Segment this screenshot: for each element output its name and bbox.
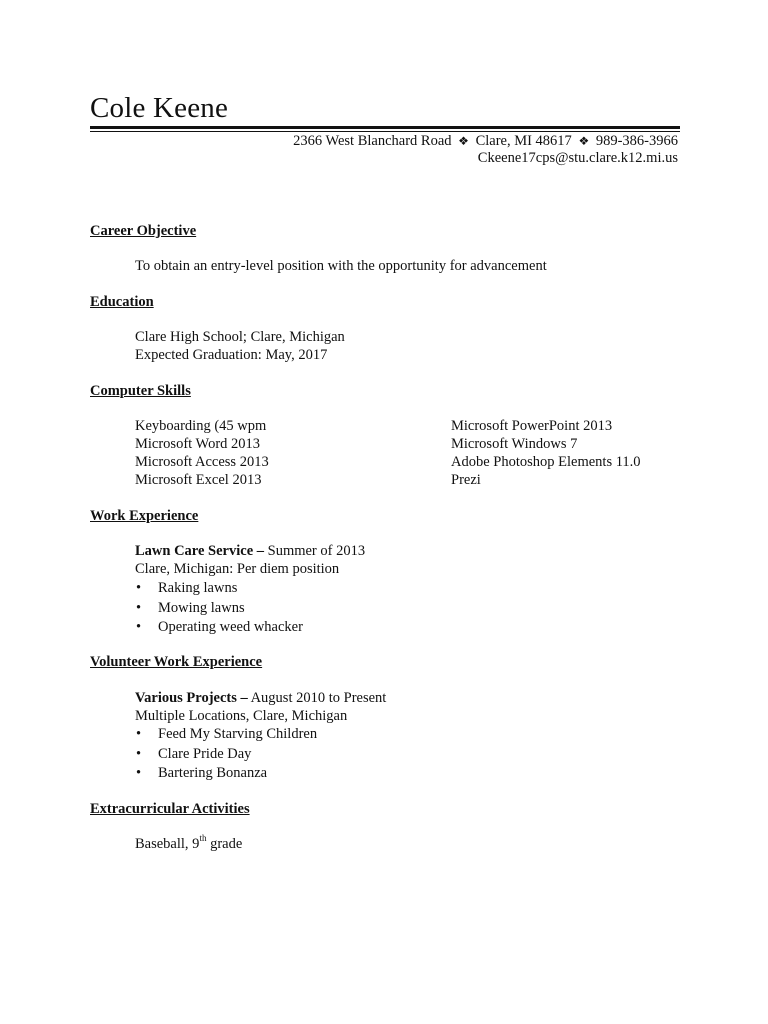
skill-item: Microsoft Access 2013: [135, 454, 269, 470]
job-period: Summer of 2013: [264, 543, 366, 559]
grade-suffix: grade: [206, 836, 243, 852]
contact-line-1: [293, 133, 678, 150]
career-objective-text: To obtain an entry-level position with the opportunity for advancement: [135, 258, 547, 274]
address: 2366 West Blanchard Road: [293, 133, 452, 149]
duty-text: Raking lawns: [158, 580, 238, 596]
bullet-icon: •: [136, 599, 142, 616]
section-heading-computer-skills: Computer Skills: [90, 383, 191, 399]
volunteer-item-text: Clare Pride Day: [158, 745, 252, 762]
list-item: [135, 745, 317, 765]
duty-text: Mowing lawns: [158, 599, 245, 616]
diamond-separator-icon: ❖: [578, 134, 590, 148]
bullet-icon: •: [136, 580, 142, 596]
skill-item: Keyboarding (45 wpm: [135, 418, 267, 434]
duty-text: Operating weed whacker: [158, 619, 303, 635]
job-duties-list: [135, 579, 303, 638]
skill-item: Adobe Photoshop Elements 11.0: [451, 454, 641, 470]
job-title-line: [135, 542, 365, 560]
header-rule-thin: [90, 131, 680, 132]
header-rule-thick: [90, 126, 680, 129]
section-heading-volunteer: Volunteer Work Experience: [90, 654, 263, 670]
activity-text: Baseball, 9: [135, 836, 200, 852]
list-item: [135, 579, 303, 599]
volunteer-list: [135, 725, 317, 784]
contact-block: [293, 133, 678, 167]
section-heading-career-objective: Career Objective: [90, 223, 197, 239]
grade-superscript: th: [199, 833, 207, 843]
bullet-icon: •: [136, 745, 142, 762]
education-school: Clare High School; Clare, Michigan: [135, 329, 345, 345]
phone: 989-386-3966: [595, 133, 678, 149]
volunteer-title: Various Projects –: [135, 690, 248, 706]
applicant-name: Cole Keene: [90, 92, 229, 124]
education-graduation: Expected Graduation: May, 2017: [135, 347, 328, 363]
job-location: Clare, Michigan: Per diem position: [135, 561, 340, 577]
bullet-icon: •: [136, 765, 142, 781]
skill-item: Microsoft Windows 7: [451, 436, 578, 452]
list-item: [135, 764, 317, 784]
section-heading-work-experience: Work Experience: [90, 508, 199, 524]
skill-item: Prezi: [451, 472, 481, 488]
skill-item: Microsoft Excel 2013: [135, 472, 262, 488]
volunteer-item-text: Feed My Starving Children: [158, 726, 318, 742]
extracurricular-activity: [135, 835, 242, 853]
list-item: [135, 618, 303, 638]
bullet-icon: •: [136, 726, 142, 742]
diamond-separator-icon: ❖: [458, 134, 469, 148]
list-item: [135, 599, 303, 619]
city: Clare, MI 48617: [475, 133, 572, 149]
section-heading-education: Education: [90, 294, 154, 310]
volunteer-item-text: Bartering Bonanza: [158, 765, 268, 781]
job-title: Lawn Care Service –: [135, 543, 264, 559]
skill-item: Microsoft PowerPoint 2013: [451, 418, 613, 434]
skill-item: Microsoft Word 2013: [135, 436, 261, 452]
volunteer-title-line: [135, 689, 386, 707]
list-item: [135, 725, 317, 745]
volunteer-period: August 2010 to Present: [247, 690, 387, 706]
volunteer-location: Multiple Locations, Clare, Michigan: [135, 708, 348, 724]
bullet-icon: •: [136, 619, 142, 635]
email: Ckeene17cps@stu.clare.k12.mi.us: [477, 150, 678, 166]
section-heading-extracurricular: Extracurricular Activities: [90, 801, 250, 817]
